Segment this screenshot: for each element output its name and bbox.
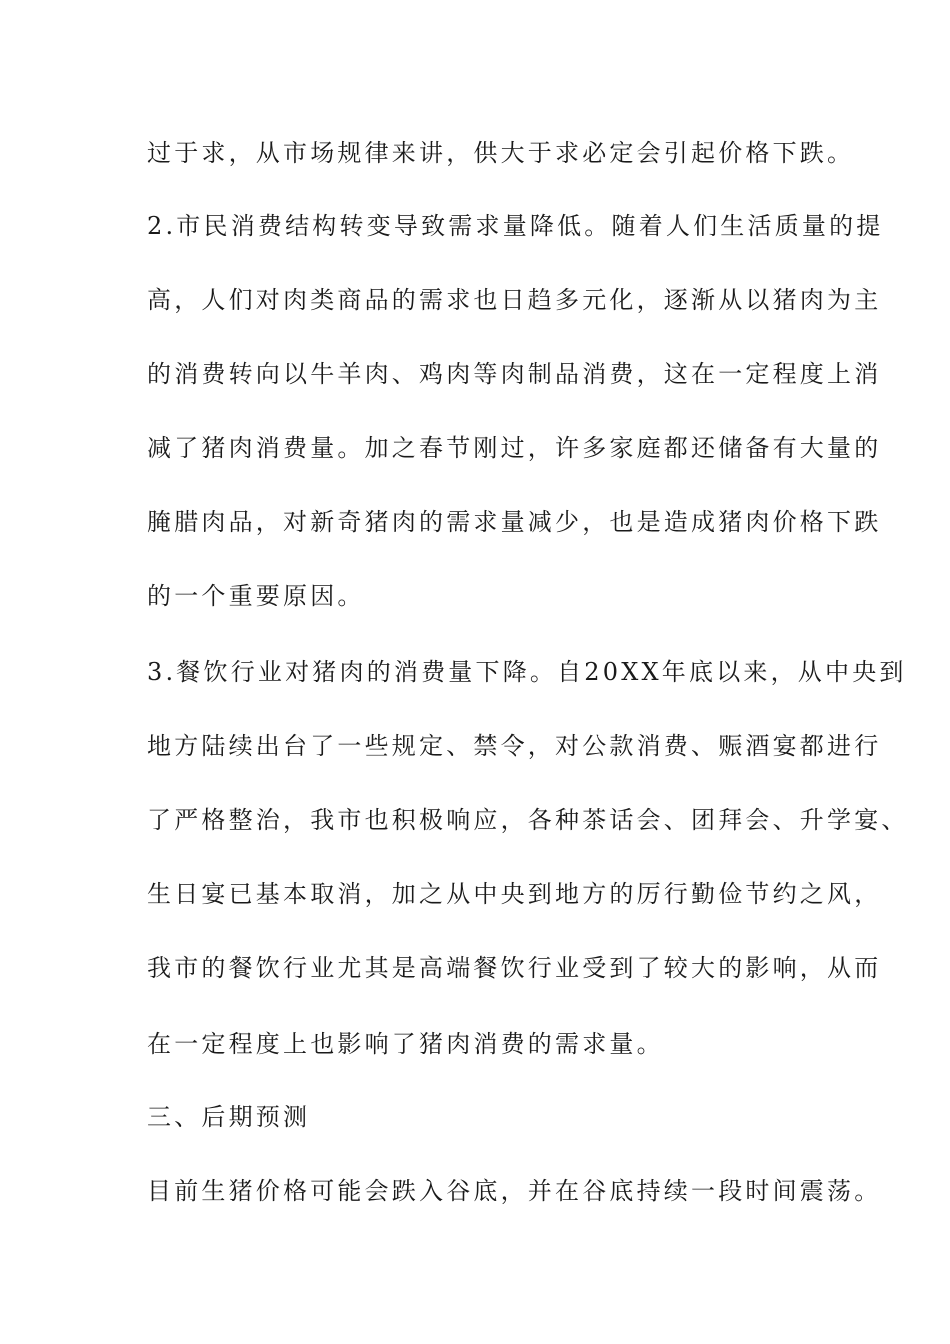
text-line-6: 腌腊肉品，对新奇猪肉的需求量减少，也是造成猪肉价格下跌 bbox=[147, 508, 882, 536]
text-line-8: 3.餐饮行业对猪肉的消费量下降。自20XX年底以来，从中央到 bbox=[147, 658, 907, 686]
section-heading: 三、后期预测 bbox=[147, 1103, 311, 1131]
text-line-12: 我市的餐饮行业尤其是高端餐饮行业受到了较大的影响，从而 bbox=[147, 954, 882, 982]
text-line-5: 减了猪肉消费量。加之春节刚过，许多家庭都还储备有大量的 bbox=[147, 434, 882, 462]
text-line-11: 生日宴已基本取消，加之从中央到地方的厉行勤俭节约之风， bbox=[147, 880, 882, 908]
text-line-10: 了严格整治，我市也积极响应，各种茶话会、团拜会、升学宴、 bbox=[147, 806, 909, 834]
text-line-3: 高，人们对肉类商品的需求也日趋多元化，逐渐从以猪肉为主 bbox=[147, 286, 882, 314]
text-line-13: 在一定程度上也影响了猪肉消费的需求量。 bbox=[147, 1030, 664, 1058]
text-line-9: 地方陆续出台了一些规定、禁令，对公款消费、赈酒宴都进行 bbox=[147, 732, 882, 760]
text-line-1: 过于求，从市场规律来讲，供大于求必定会引起价格下跌。 bbox=[147, 139, 855, 167]
text-line-7: 的一个重要原因。 bbox=[147, 582, 365, 610]
text-line-4: 的消费转向以牛羊肉、鸡肉等肉制品消费，这在一定程度上消 bbox=[147, 360, 882, 388]
text-line-15: 目前生猪价格可能会跌入谷底，并在谷底持续一段时间震荡。 bbox=[147, 1177, 882, 1205]
text-line-2: 2.市民消费结构转变导致需求量降低。随着人们生活质量的提 bbox=[147, 212, 884, 240]
